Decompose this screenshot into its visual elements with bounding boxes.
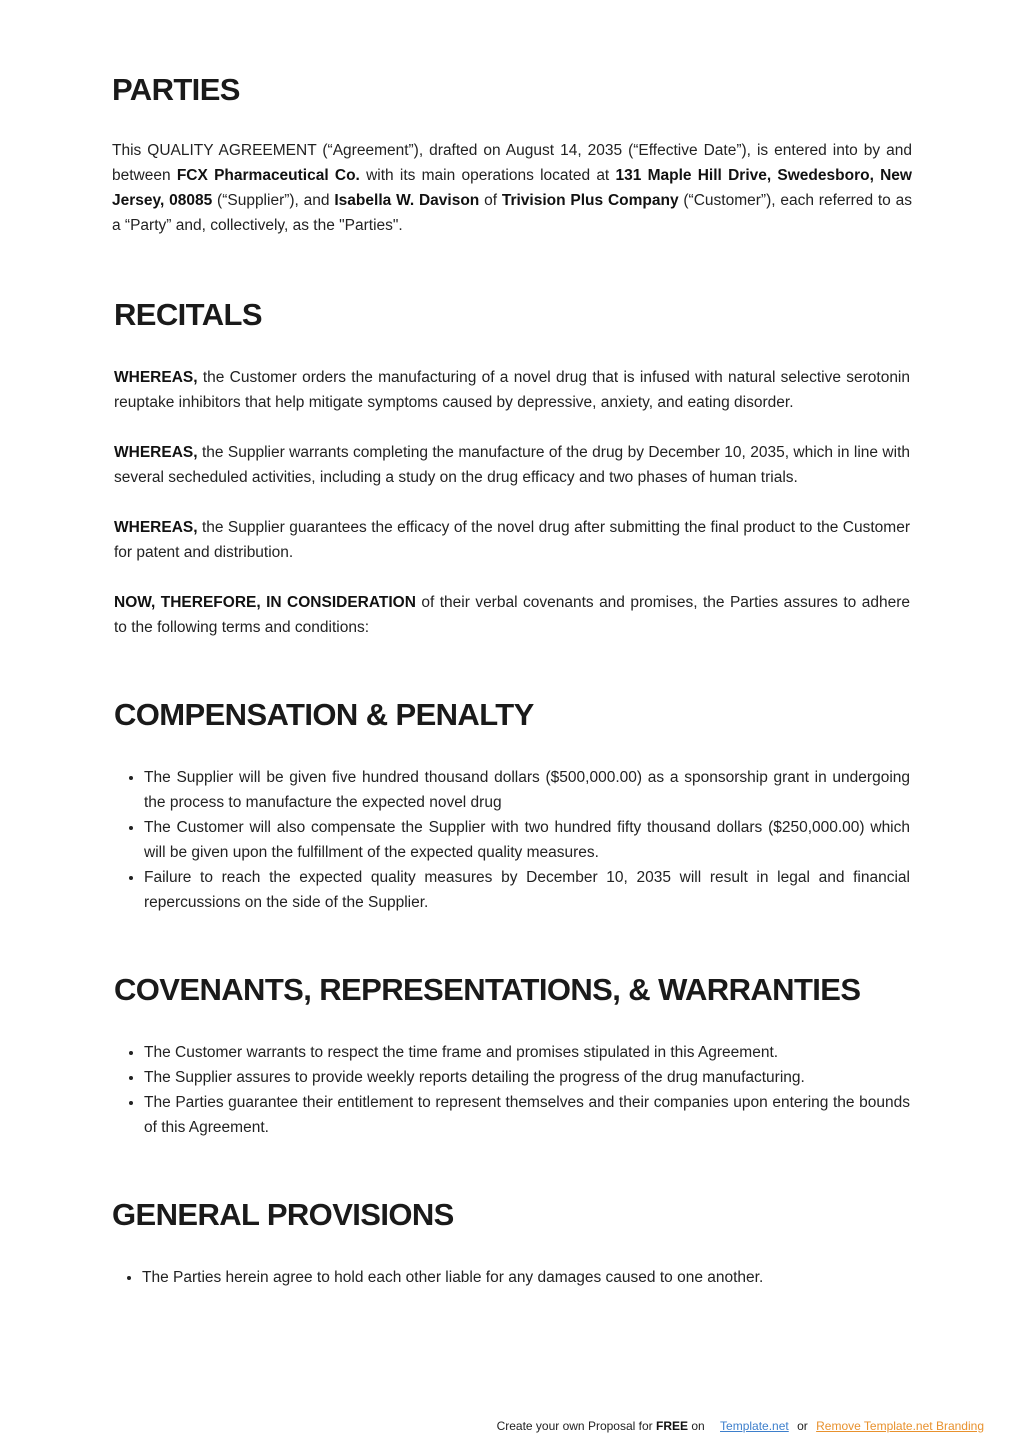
recitals-section <box>114 295 910 640</box>
parties-heading: PARTIES <box>112 72 240 107</box>
compensation-list <box>114 765 910 915</box>
covenants-section <box>114 970 910 1140</box>
recital-paragraph: WHEREAS, the Customer orders the manufacturing of a novel drug that is infused with natural selective serotonin reuptake inhibitors that help mitigate symptoms caused by depressive, anxiety, and eating disorder. <box>114 369 910 411</box>
list-item: • The Supplier assures to provide weekly reports detailing the progress of the drug manufacturing. <box>144 1065 910 1090</box>
covenants-heading: COVENANTS, REPRESENTATIONS, & WARRANTIES <box>114 972 861 1007</box>
branding-footer: Create your own Proposal for FREE on Template.net or Remove Template.net Branding <box>496 1419 984 1433</box>
recital-paragraph: NOW, THEREFORE, IN CONSIDERATION of their verbal covenants and promises, the Parties assures to adhere to the following terms and conditions: <box>114 594 910 636</box>
list-item: • The Customer will also compensate the Supplier with two hundred fifty thousand dollars ($250,000.00) which will be given upon the fulfillment of the expected quality measures. <box>144 815 910 865</box>
general-provisions-list <box>112 1265 908 1290</box>
template-net-link[interactable]: Template.net <box>720 1419 789 1433</box>
remove-branding-link[interactable]: Remove Template.net Branding <box>816 1419 984 1433</box>
supplier-address: 131 Maple Hill Drive, Swedesboro, New Jersey, 08085 <box>112 167 912 209</box>
general-provisions-heading: GENERAL PROVISIONS <box>112 1197 454 1232</box>
list-item: • The Parties guarantee their entitlement to represent themselves and their companies upon entering the bounds of this Agreement. <box>144 1090 910 1140</box>
list-item: • The Customer warrants to respect the time frame and promises stipulated in this Agreement. <box>144 1040 910 1065</box>
general-provisions-section <box>112 1195 908 1290</box>
customer-representative: Isabella W. Davison <box>334 192 480 209</box>
compensation-section <box>114 695 910 915</box>
supplier-name: FCX Pharmaceutical Co. <box>176 167 360 184</box>
compensation-heading: COMPENSATION & PENALTY <box>114 697 534 732</box>
recitals-heading: RECITALS <box>114 297 262 332</box>
list-item: • The Parties herein agree to hold each other liable for any damages caused to one another. <box>142 1265 908 1290</box>
parties-section <box>112 70 912 238</box>
list-item: • Failure to reach the expected quality measures by December 10, 2035 will result in legal and financial repercussions on the side of the Supplier. <box>144 865 910 915</box>
covenants-list <box>114 1040 910 1140</box>
list-item: • The Supplier will be given five hundred thousand dollars ($500,000.00) as a sponsorship grant in undergoing the process to manufacture the expected novel drug <box>144 765 910 815</box>
recital-paragraph: WHEREAS, the Supplier warrants completing the manufacture of the drug by December 10, 2035, which in line with several secheduled activities, including a study on the drug efficacy and two phases of human trials. <box>114 444 910 486</box>
recital-paragraph: WHEREAS, the Supplier guarantees the efficacy of the novel drug after submitting the final product to the Customer for patent and distribution. <box>114 519 910 561</box>
customer-company: Trivision Plus Company <box>501 192 679 209</box>
parties-paragraph: This QUALITY AGREEMENT (“Agreement”), drafted on August 14, 2035 (“Effective Date”), is entered into by and between FCX Pharmaceutical Co. with its main operations located at 131 Maple Hill Drive, Swedesboro, New Jersey, 08085 (“Supplier”), and Isabella W. Davison of Trivision Plus Company (“Customer”), each referred to as a “Party” and, collectively, as the "Parties". <box>112 142 912 234</box>
